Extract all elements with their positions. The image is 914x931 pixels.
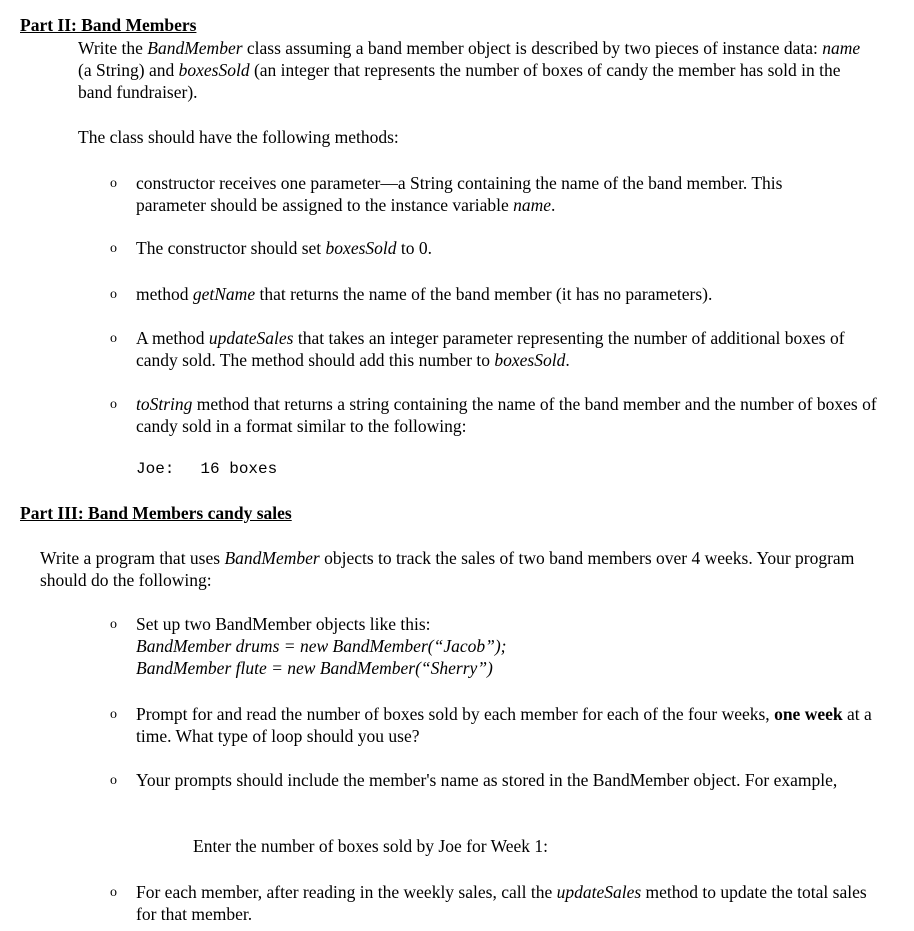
bullet-marker: o bbox=[110, 885, 117, 900]
bullet-marker: o bbox=[110, 331, 117, 346]
bullet-marker: o bbox=[110, 397, 117, 412]
method-constructor-init: The constructor should set boxesSold to 0. bbox=[136, 238, 433, 258]
method-constructor: constructor receives one parameter—a String containing the name of the band member. This parameter should be assigned to the instance variable name. bbox=[136, 173, 783, 215]
bullet-marker: o bbox=[110, 241, 117, 256]
method-tostring: toString method that returns a string containing the name of the band member and the number of boxes of candy sold in a format similar to the following: bbox=[136, 394, 877, 436]
part2-intro: Write the BandMember class assuming a band member object is described by two pieces of instance data: name (a String) and boxesSold (an integer that represents the number of boxes of candy the member has sold in the band fundraiser). bbox=[78, 38, 861, 102]
method-updatesales: A method updateSales that takes an integer parameter representing the number of additional boxes of candy sold. The method should add this number to boxesSold. bbox=[136, 328, 845, 370]
code-flute: BandMember flute = new BandMember(“Sherry”) bbox=[136, 658, 493, 678]
methods-intro: The class should have the following methods: bbox=[78, 127, 399, 147]
part2-heading: Part II: Band Members bbox=[20, 15, 197, 35]
code-drums: BandMember drums = new BandMember(“Jacob”); bbox=[136, 636, 507, 656]
bullet-marker: o bbox=[110, 707, 117, 722]
bullet-marker: o bbox=[110, 773, 117, 788]
bullet-marker: o bbox=[110, 617, 117, 632]
prompt-name: Your prompts should include the member's name as stored in the BandMember object. For example, bbox=[136, 770, 838, 790]
method-getname: method getName that returns the name of the band member (it has no parameters). bbox=[136, 284, 713, 304]
tostring-example: Joe: 16 boxes bbox=[136, 460, 278, 478]
part3-intro: Write a program that uses BandMember objects to track the sales of two band members over 4 weeks. Your program should do the following: bbox=[40, 548, 855, 590]
update-sales-step: For each member, after reading in the weekly sales, call the updateSales method to update the total sales for that member. bbox=[136, 882, 867, 924]
bullet-marker: o bbox=[110, 287, 117, 302]
part3-heading: Part III: Band Members candy sales bbox=[20, 503, 292, 523]
prompt-example: Enter the number of boxes sold by Joe for Week 1: bbox=[193, 836, 548, 856]
bullet-marker: o bbox=[110, 176, 117, 191]
prompt-loop: Prompt for and read the number of boxes sold by each member for each of the four weeks, one week at a time. What type of loop should you use? bbox=[136, 704, 872, 746]
setup-objects: Set up two BandMember objects like this: BandMember drums = new BandMember(“Jacob”); BandMember flute = new BandMember(“Sherry”) bbox=[136, 614, 507, 678]
